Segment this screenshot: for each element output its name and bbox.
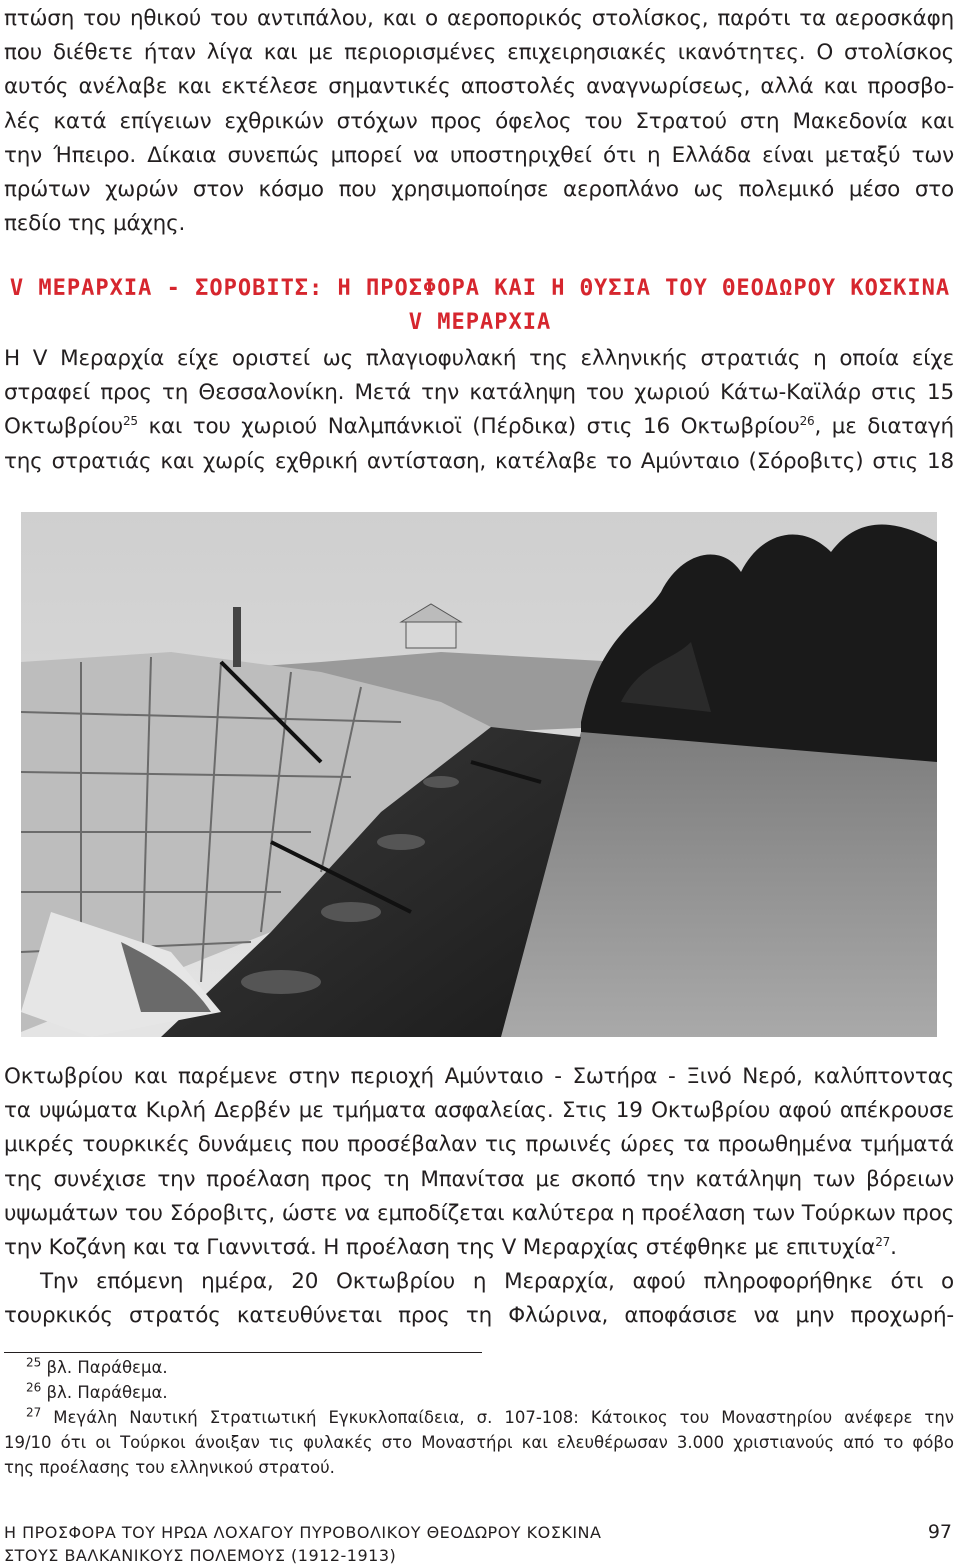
- text-line: της συνέχισε την προέλαση προς τη Μπανίτσα με σκοπό την κατάληψη των βόρειων: [4, 1166, 954, 1192]
- text-line: που διέθετε ήταν λίγα και με περιορισμένες επιχειρησιακές ικανότητες. Ο στολίσκος: [4, 40, 954, 66]
- text-line: την Ήπειρο. Δίκαια συνεπώς μπορεί να υποστηριχθεί ότι η Ελλάδα είναι μεταξύ των: [4, 142, 954, 168]
- running-footer: [4, 1521, 601, 1567]
- footer-title-line-2: ΣΤΟΥΣ ΒΑΛΚΑΝΙΚΟΥΣ ΠΟΛΕΜΟΥΣ (1912-1913): [4, 1546, 397, 1565]
- footnotes: [4, 1355, 954, 1480]
- text-line: της στρατιάς και χωρίς εχθρική αντίσταση, κατέλαβε το Αμύνταιο (Σόροβιτς) στις 18: [4, 448, 954, 474]
- footer-title-line-1: Η ΠΡΟΣΦΟΡΑ ΤΟΥ ΗΡΩΑ ΛΟΧΑΓΟΥ ΠΥΡΟΒΟΛΙΚΟΥ ΘΕΟΔΩΡΟΥ ΚΟΣΚΙΝΑ: [4, 1523, 602, 1542]
- text-line: Οκτωβρίου και παρέμενε στην περιοχή Αμύνταιο - Σωτήρα - Ξινό Νερό, καλύπτοντας: [4, 1064, 954, 1089]
- footnote-27-end: της προέλασης του ελληνικού στρατού.: [4, 1458, 335, 1477]
- section-heading-line-2: V ΜΕΡΑΡΧΙΑ: [408, 310, 552, 335]
- text-line: πεδίο της μάχης.: [4, 211, 186, 237]
- footnote-26: $^{26}$ βλ. Παράθεμα.: [26, 1380, 168, 1402]
- footnote-27: $^{27}$ Μεγάλη Ναυτική Στρατιωτική Εγκυκλοπαίδεια, σ. 107-108: Κάτοικος του Μοναστηρίου ανέφερε την: [26, 1405, 954, 1427]
- text-line: στραφεί προς τη Θεσσαλονίκη. Μετά την κατάληψη του χωριού Κάτω-Καϊλάρ στις 15: [4, 380, 954, 406]
- section-heading-line-1: V ΜΕΡΑΡΧΙΑ - ΣΟΡΟΒΙΤΣ: Η ΠΡΟΣΦΟΡΑ ΚΑΙ Η ΘΥΣΙΑ ΤΟΥ ΘΕΟΔΩΡΟΥ ΚΟΣΚΙΝΑ: [9, 276, 951, 301]
- text-line: υψωμάτων του Σόροβιτς, ώστε να εμποδίζεται καλύτερα η προέλαση των Τούρκων προς: [4, 1200, 954, 1226]
- text-line: Οκτωβρίου$^{25}$ και του χωριού Ναλμπάνκιοϊ (Πέρδικα) στις 16 Οκτωβρίου$^{26}$, με διαταγή: [4, 414, 954, 440]
- trench-photograph: [21, 512, 937, 1037]
- continuation-paragraph: [4, 1060, 954, 1265]
- intro-paragraph: [4, 2, 954, 241]
- footnote-ref-25[interactable]: 25: [122, 414, 138, 429]
- footnote-25: $^{25}$ βλ. Παράθεμα.: [26, 1355, 168, 1377]
- text-line: τα υψώματα Κιρλή Δερβέν με τμήματα ασφαλείας. Στις 19 Οκτωβρίου αφού απέκρουσε: [4, 1098, 954, 1124]
- footnote-divider: [4, 1352, 482, 1353]
- next-paragraph: [4, 1265, 954, 1333]
- text-line: την Κοζάνη και τα Γιαννιτσά. Η προέλαση της V Μεραρχίας στέφθηκε με επιτυχία$^{27}$.: [4, 1234, 897, 1261]
- section-heading: [0, 272, 960, 340]
- text-line: Η V Μεραρχία είχε οριστεί ως πλαγιοφυλακή της ελληνικής στρατιάς η οποία είχε: [4, 346, 954, 371]
- text-line: τουρκικός στρατός κατευθύνεται προς τη Φλώρινα, αποφάσισε να μην προχωρή-: [4, 1303, 954, 1329]
- text-line: Την επόμενη ημέρα, 20 Οκτωβρίου η Μεραρχία, αφού πληροφορήθηκε ότι ο: [40, 1269, 954, 1294]
- page-number: 97: [927, 1521, 952, 1543]
- text-line: πρώτων χωρών στον κόσμο που χρησιμοποίησε αεροπλάνο ως πολεμικό μέσο στο: [4, 177, 954, 203]
- text-line: πτώση του ηθικού του αντιπάλου, και ο αεροπορικός στολίσκος, παρότι τα αεροσκάφη: [4, 6, 954, 31]
- section-paragraph: [4, 342, 954, 479]
- footnote-ref-27[interactable]: 27: [875, 1234, 891, 1249]
- text-line: αυτός ανέλαβε και εκτέλεσε σημαντικές αποστολές αναγνωρίσεως, αλλά και προσβο-: [4, 74, 954, 100]
- footnote-27-continued: 19/10 ότι οι Τούρκοι άνοιξαν τις φυλακές στο Μοναστήρι και ελευθέρωσαν 3.000 χριστιανούς από το φόβο: [4, 1433, 954, 1452]
- text-line: λές κατά επίγειων εχθρικών στόχων προς όφελος του Στρατού στη Μακεδονία και: [4, 108, 954, 134]
- text-line: μικρές τουρκικές δυνάμεις που προσέβαλαν τις πρωινές ώρες τα προωθημένα τμήματά: [4, 1132, 954, 1158]
- footnote-ref-26[interactable]: 26: [799, 414, 815, 429]
